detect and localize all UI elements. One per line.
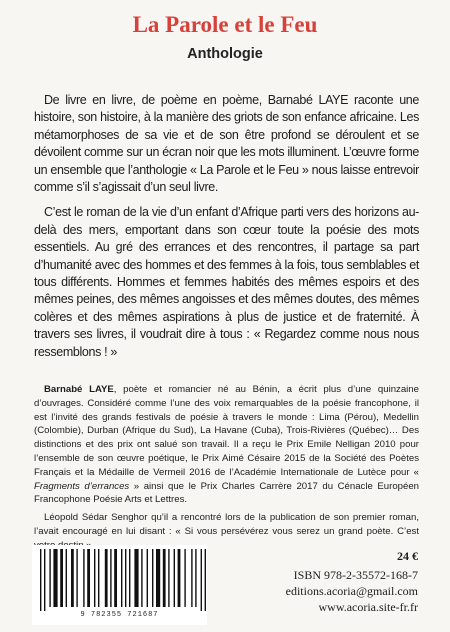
barcode-bar	[121, 549, 122, 607]
barcode-bar	[152, 549, 153, 607]
barcode-bar	[76, 549, 77, 607]
barcode-bar	[94, 549, 95, 607]
barcode-bar	[83, 549, 84, 607]
publisher-email: editions.acoria@gmail.com	[285, 584, 418, 598]
barcode-bar	[178, 549, 181, 607]
barcode-bar	[44, 549, 45, 611]
barcode-bar	[71, 549, 74, 607]
barcode-bar	[105, 549, 108, 607]
blurb-section	[34, 92, 419, 369]
barcode-bar	[184, 549, 185, 607]
barcode-bar	[40, 549, 41, 611]
barcode-bar	[87, 549, 90, 607]
blurb-paragraph-1: De livre en livre, de poème en poème, Barnabé LAYE raconte une histoire, son histoire, à la manière des griots de son enfance africaine. Les métamorphoses de sa vie et de son être profond se déroulent et se dévoilent comme sur un écran noir que les mots illuminent. L’œuvre forme un ensemble que l’anthologie « La Parole et le Feu » nous laisse entrevoir comme s’il s’agissait d’un seul livre.	[34, 93, 419, 195]
publisher-website: www.acoria.site-fr.fr	[318, 600, 418, 614]
price: 24 €	[397, 549, 418, 563]
barcode-bar	[191, 549, 192, 607]
barcode-bar	[60, 549, 63, 607]
isbn-barcode	[32, 545, 207, 625]
barcode-bar	[147, 549, 148, 607]
barcode-bar	[66, 549, 67, 607]
isbn-number: ISBN 978-2-35572-168-7	[293, 568, 418, 582]
barcode-bar	[201, 549, 202, 611]
barcode-bar	[195, 549, 196, 607]
barcode-bar	[134, 549, 138, 607]
barcode-bar	[174, 549, 175, 607]
barcode-bar	[53, 549, 57, 607]
blurb-paragraph-2: C’est le roman de la vie d’un enfant d’Afrique parti vers des horizons au-delà des mers, emportant dans son cœur toute la poésie des mots essentiels. Au gré des errances et des rencontres, il partage sa part d’humanité avec des hommes et des femmes à la fois, tous semblables et tous différents. Hommes et femmes habités des mêmes espoirs et des mêmes peines, des mêmes angoisses et des mêmes doutes, des mêmes colères et des mêmes aspirations à plus de justice et de fraternité. À travers ses livres, il voudrait dire à tous : « Regardez comme nous nous ressemblons ! »	[34, 205, 419, 359]
barcode-bar	[141, 549, 142, 607]
barcode-bar	[110, 549, 111, 607]
bio-paragraph-1-end: » ainsi que le Prix Charles Carrère 2017 du Cénacle Européen Francophone Poésie Arts et Lettres.	[34, 480, 419, 506]
book-subtitle: Anthologie	[187, 46, 263, 62]
barcode-bar	[156, 549, 160, 607]
book-title-reference: Fragments d’errances	[34, 480, 130, 492]
barcode-bar	[49, 549, 50, 607]
barcode-bar	[163, 549, 166, 607]
barcode-bar	[98, 549, 99, 607]
barcode-bar	[129, 549, 130, 607]
bio-paragraph-1	[34, 383, 419, 507]
barcode-bar	[114, 549, 117, 607]
barcode-bar	[205, 549, 206, 611]
bio-paragraph-2: Léopold Sédar Senghor qu’il a rencontré lors de la publication de son premier roman, l’avait encouragé en lui disant : « Si vous persévérez vous serez un grand poète. C’est	[34, 512, 419, 537]
barcode-bar	[125, 549, 126, 607]
barcode-digits: 9 782355 721687	[80, 611, 159, 619]
bio-paragraph-1-text: , poète et romancier né au Bénin, a écrit plus d’une quinzaine d’ouvrages. Considéré comme l’une des voix remarquables de la poésie francophone, il est l’invité des grands festivals de poésie à travers le monde : Lima (Pérou), Medellin (Colombie), Durban (Afrique du Sud), La Havane (Cuba), Trois-Rivières (Québec)… Des distinctions et des prix ont salué son travail. Il a reçu le Prix Emile Nelligan 2010 pour l’ensemble de son œuvre poétique, le Prix Aimé Césaire 2015 de la Société des Poètes Français et la Médaille de Vermeil 2016 de l’Académie Internationale de Lutèce pour «	[34, 384, 419, 478]
barcode-bars	[32, 545, 207, 611]
book-title: La Parole et le Feu	[132, 12, 318, 37]
barcode-bar	[168, 549, 169, 607]
author-name: Barnabé LAYE	[44, 384, 114, 395]
